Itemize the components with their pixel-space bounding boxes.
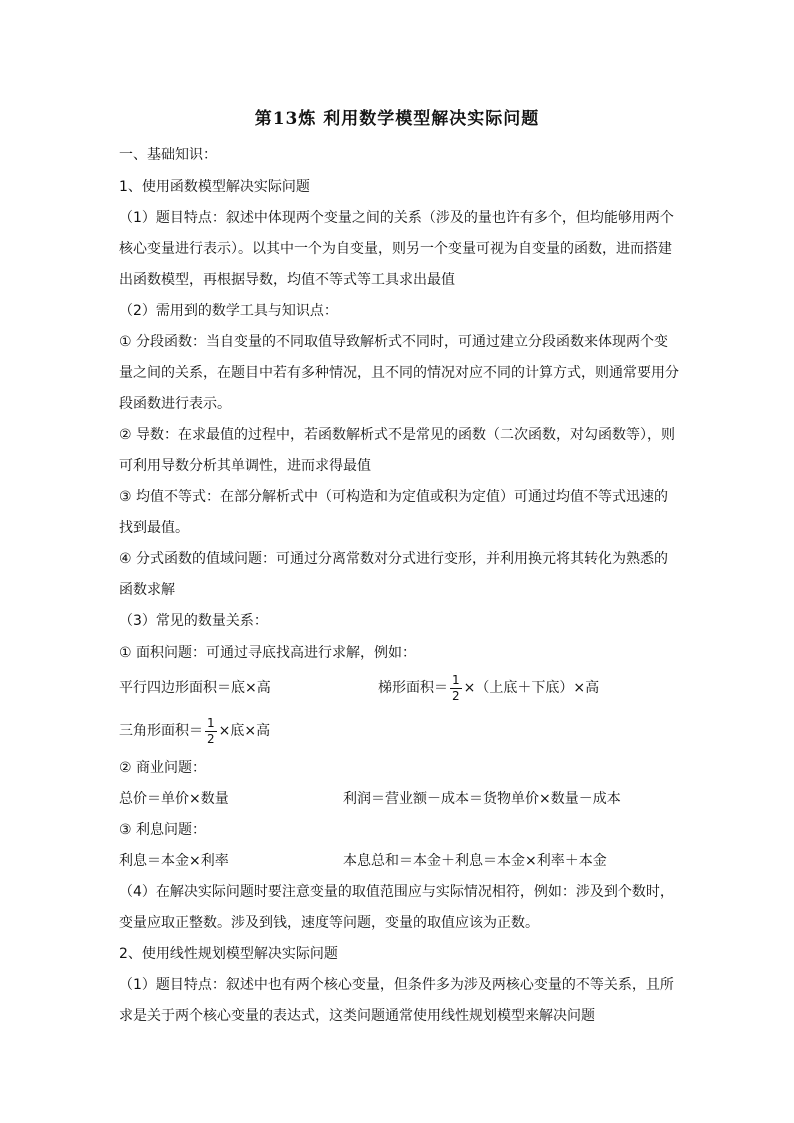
list-item-line: ① 分段函数：当自变量的不同取值导致解析式不同时，可通过建立分段函数来体现两个变: [119, 334, 668, 350]
paragraph-relations-heading: （3）常见的数量关系：: [119, 613, 268, 629]
formula-profit: 利润＝营业额－成本＝货物单价×数量－成本: [343, 791, 621, 807]
paragraph-tools-heading: （2）需用到的数学工具与知识点：: [119, 303, 338, 319]
paragraph-line: （1）题目特点：叙述中体现两个变量之间的关系（涉及的量也许有多个，但均能够用两个: [119, 210, 674, 226]
paragraph-line: 变量应取正整数。涉及到钱，速度等问题，变量的取值应该为正数。: [119, 915, 539, 931]
formula-prefix: 梯形面积＝: [378, 680, 448, 696]
paragraph-line: 核心变量进行表示）。以其中一个为自变量，则另一个变量可视为自变量的函数，进而搭建: [119, 241, 672, 257]
paragraph-line: （1）题目特点：叙述中也有两个核心变量，但条件多为涉及两核心变量的不等关系，且所: [119, 977, 674, 993]
fraction-numerator: 1: [452, 672, 460, 687]
fraction-numerator: 1: [207, 715, 215, 730]
list-item-line: ③ 均值不等式：在部分解析式中（可构造和为定值或积为定值）可通过均值不等式迅速的: [119, 489, 668, 505]
fraction-denominator: 2: [452, 688, 460, 703]
list-item-line: 可利用导数分析其单调性，进而求得最值: [119, 458, 371, 474]
fraction-denominator: 2: [207, 731, 215, 746]
subsection-linear-programming: 2、使用线性规划模型解决实际问题: [119, 946, 338, 962]
interest-heading: ③ 利息问题：: [119, 822, 207, 838]
formula-triangle: [119, 711, 270, 751]
fraction-one-half: [450, 673, 462, 704]
formula-trapezoid: [378, 668, 599, 708]
list-item-line: ② 导数：在求最值的过程中，若函数解析式不是常见的函数（二次函数，对勾函数等），则: [119, 427, 675, 443]
formula-principal-interest: 本息总和＝本金＋利息＝本金×利率＋本金: [343, 853, 607, 869]
paragraph-line: 出函数模型，再根据导数，均值不等式等工具求出最值: [119, 272, 455, 288]
list-item-line: ④ 分式函数的值域问题：可通过分离常数对分式进行变形，并利用换元将其转化为熟悉的: [119, 551, 668, 567]
list-item-line: 函数求解: [119, 582, 175, 598]
business-heading: ② 商业问题：: [119, 760, 207, 776]
paragraph-line: 求是关于两个核心变量的表达式，这类问题通常使用线性规划模型来解决问题: [119, 1008, 595, 1024]
page-title: 第13炼 利用数学模型解决实际问题: [254, 109, 540, 129]
formula-suffix: ×（上底＋下底）×高: [463, 680, 600, 696]
area-heading: ① 面积问题：可通过寻底找高进行求解，例如：: [119, 645, 416, 661]
formula-prefix: 三角形面积＝: [119, 723, 203, 739]
formula-total-price: 总价＝单价×数量: [119, 791, 229, 807]
list-item-line: 找到最值。: [119, 520, 189, 536]
subsection-function-model: 1、使用函数模型解决实际问题: [119, 179, 310, 195]
fraction-one-half: [205, 716, 217, 747]
formula-suffix: ×底×高: [218, 723, 271, 739]
section-heading-basics: 一、基础知识：: [119, 147, 217, 163]
list-item-line: 量之间的关系，在题目中若有多种情况，且不同的情况对应不同的计算方式，则通常要用分: [119, 365, 679, 381]
list-item-line: 段函数进行表示。: [119, 396, 231, 412]
paragraph-line: （4）在解决实际问题时要注意变量的取值范围应与实际情况相符，例如：涉及到个数时，: [119, 884, 674, 900]
formula-parallelogram: 平行四边形面积＝底×高: [119, 680, 271, 696]
formula-interest: 利息＝本金×利率: [119, 853, 229, 869]
